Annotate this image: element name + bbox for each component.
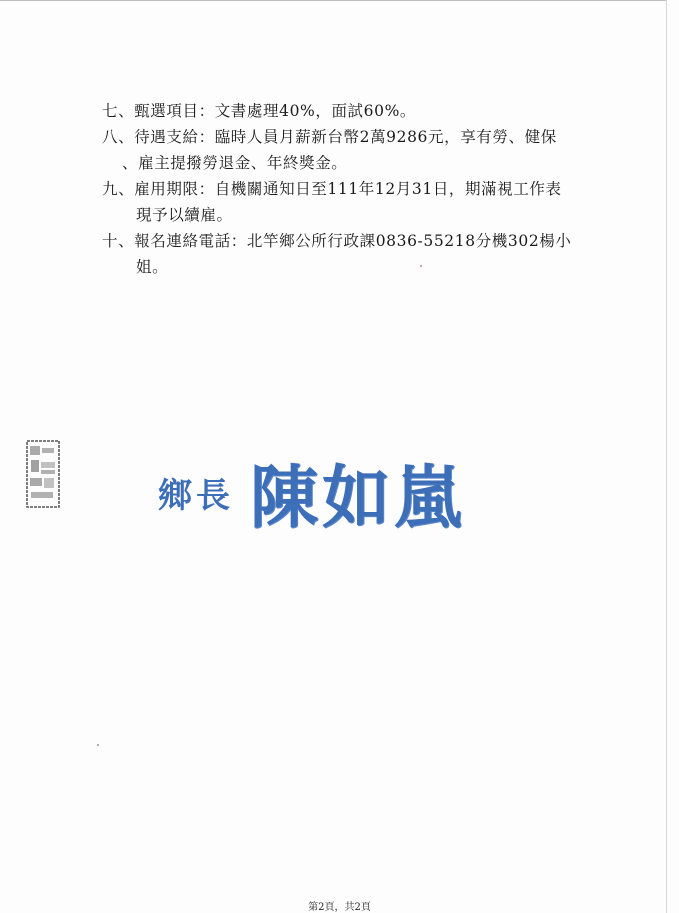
scan-right-border <box>666 0 667 913</box>
item-text: 報名連絡電話：北竿鄉公所行政課0836-55218分機302楊小 <box>134 232 572 250</box>
item-7 <box>102 98 622 124</box>
item-10-continuation: 姐。 <box>136 258 169 276</box>
scan-speck <box>420 265 422 267</box>
seal-stamp <box>26 440 60 508</box>
item-10 <box>102 228 622 254</box>
item-text: 雇用期限：自機關通知日至111年12月31日，期滿視工作表 <box>134 180 562 198</box>
item-text: 待遇支給：臨時人員月薪新台幣2萬9286元，享有勞、健保 <box>134 128 557 146</box>
item-number: 十、 <box>102 232 135 250</box>
page-footer: 第2頁，共2頁 <box>308 902 371 913</box>
item-8 <box>102 124 622 150</box>
item-number: 八、 <box>102 128 135 146</box>
signature-name: 陳如嵐 <box>250 457 467 538</box>
item-number: 九、 <box>102 180 135 198</box>
scan-speck <box>97 744 99 746</box>
item-number: 七、 <box>102 102 135 120</box>
scan-top-border <box>0 0 666 1</box>
item-8-continuation: 、雇主提撥勞退金、年終獎金。 <box>122 154 348 172</box>
signature-title: 鄉長 <box>158 475 234 516</box>
item-9-continuation: 現予以續雇。 <box>136 206 233 224</box>
item-9 <box>102 176 622 202</box>
item-text: 甄選項目：文書處理40%，面試60%。 <box>134 102 417 120</box>
signature-block <box>158 447 466 537</box>
